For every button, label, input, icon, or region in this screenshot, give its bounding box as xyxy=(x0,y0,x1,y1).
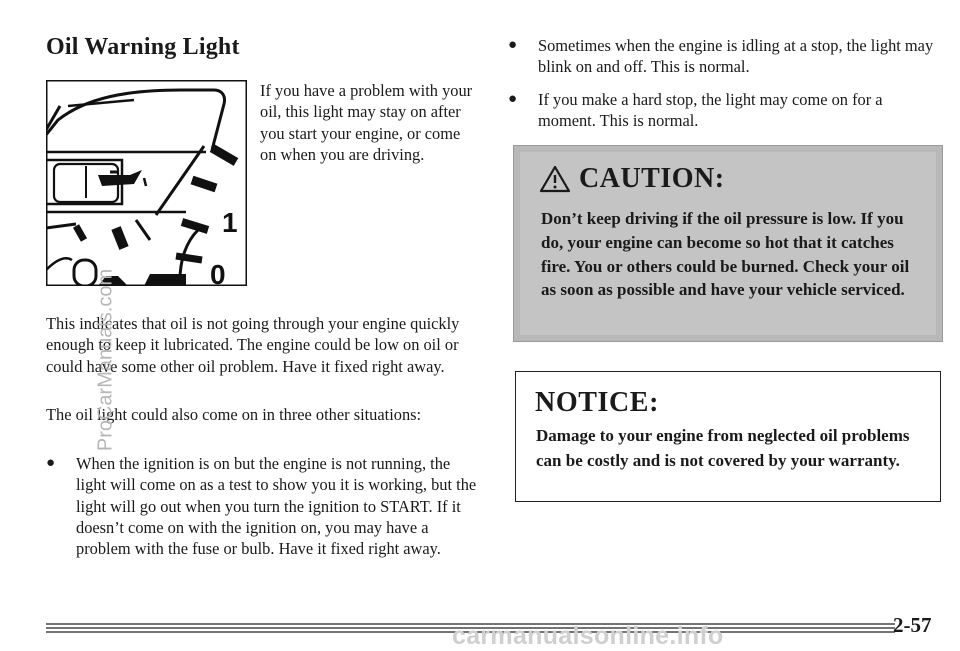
body-paragraph-2: The oil light could also come on in three other situations: xyxy=(46,405,422,424)
bullet-icon: ● xyxy=(508,37,518,53)
section-title: Oil Warning Light xyxy=(46,34,240,60)
page-number: 2-57 xyxy=(893,613,932,637)
list-item-text: When the ignition is on but the engine is not running, the light will come on as a test to show you it is working, but the light will go out when you turn the ignition to START. If it doesn’t come on with the ignition on, you may have a problem with the fuse or bulb. Have it fixed right away. xyxy=(76,454,477,559)
gauge-label-1: 1 xyxy=(222,207,238,238)
intro-paragraph: If you have a problem with your oil, this light may stay on after you start your engine, or come on when you are driving. xyxy=(260,81,473,164)
body-paragraph-1: This indicates that oil is not going through your engine quickly enough to keep it lubricated. The engine could be low on oil or could have some other oil problem. Have it fixed right away. xyxy=(46,314,460,376)
list-item-text: If you make a hard stop, the light may come on for a moment. This is normal. xyxy=(538,90,883,131)
list-item-text: Sometimes when the engine is idling at a stop, the light may blink on and off. This is normal. xyxy=(538,36,934,77)
notice-text: Damage to your engine from neglected oil problems can be costly and is not covered by your warranty. xyxy=(536,426,910,470)
bullet-icon: ● xyxy=(46,455,56,471)
side-watermark: ProCarManuals.com xyxy=(94,268,117,452)
notice-title: NOTICE: xyxy=(535,387,659,418)
bottom-watermark: carmanualsonline.info xyxy=(452,622,724,650)
gauge-label-0: 0 xyxy=(210,259,226,286)
caution-title: CAUTION: xyxy=(579,163,725,194)
caution-text: Don’t keep driving if the oil pressure is low. If you do, your engine can become so hot that it catches fire. You or others could be burned. Check your oil as soon as possible and have your vehicle serviced. xyxy=(541,209,910,300)
bullet-icon: ● xyxy=(508,91,518,107)
